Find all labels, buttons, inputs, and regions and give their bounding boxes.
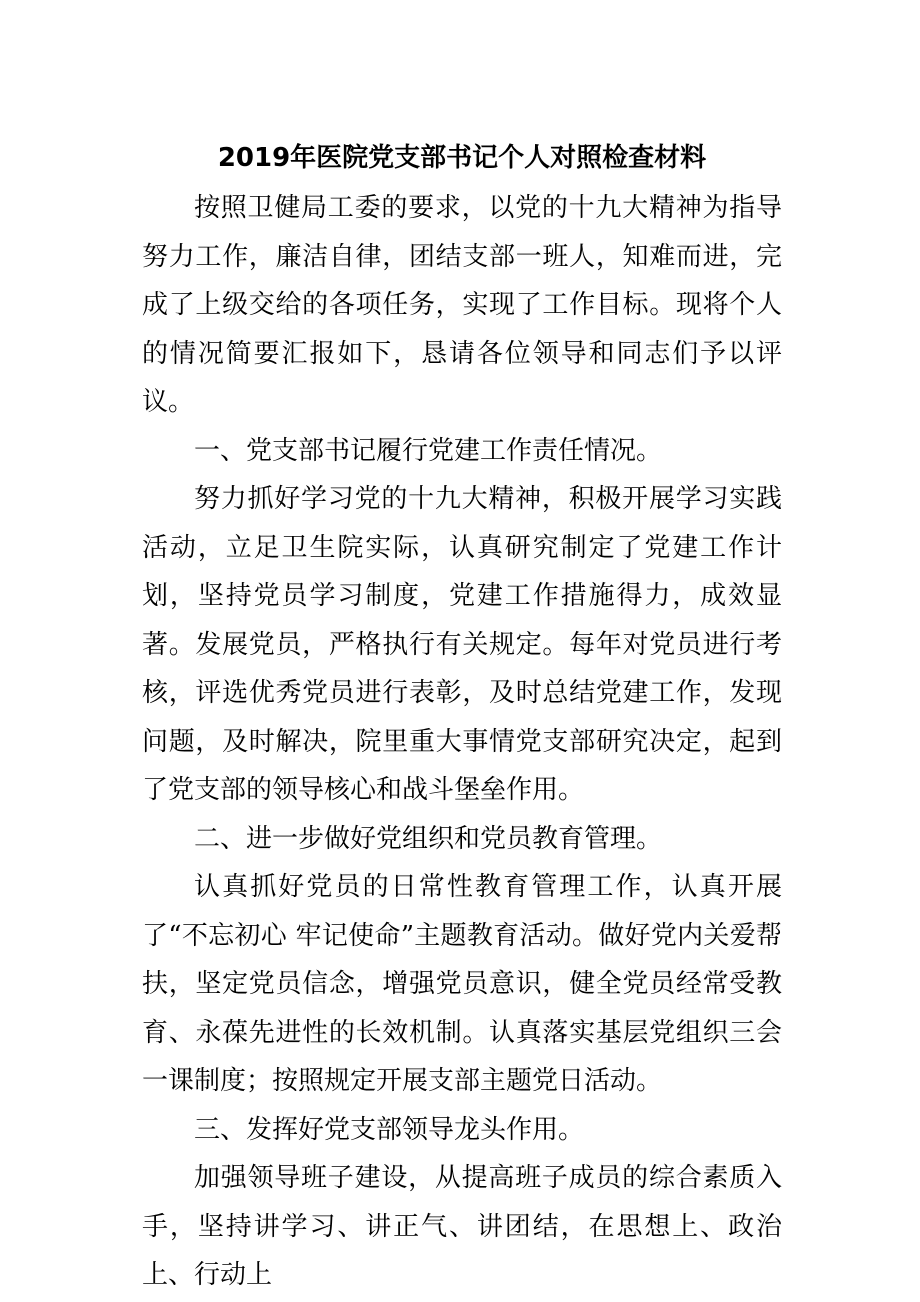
document-title: 2019年医院党支部书记个人对照检查材料 [217, 143, 707, 173]
section-3-paragraph: 加强领导班子建设，从提高班子成员的综合素质入手，坚持讲学习、讲正气、讲团结，在思想上、政治上、行动上 [142, 1163, 782, 1290]
document-body [142, 136, 782, 1300]
section-1-paragraph: 努力抓好学习党的十九大精神，积极开展学习实践活动，立足卫生院实际，认真研究制定了党建工作计划，坚持党员学习制度，党建工作措施得力，成效显著。发展党员，严格执行有关规定。每年对党员进行考核，评选优秀党员进行表彰，及时总结党建工作，发现问题，及时解决，院里重大事情党支部研究决定，起到了党支部的领导核心和战斗堡垒作用。 [142, 484, 782, 805]
section-2-paragraph: 认真抓好党员的日常性教育管理工作，认真开展了“不忘初心 牢记使命”主题教育活动。做好党内关爱帮扶，坚定党员信念，增强党员意识，健全党员经常受教育、永葆先进性的长效机制。认真落实基层党组织三会一课制度；按照规定开展支部主题党日活动。 [142, 872, 782, 1096]
section-heading-3: 三、发挥好党支部领导龙头作用。 [194, 1114, 585, 1145]
section-heading-1: 一、党支部书记履行党建工作责任情况。 [194, 435, 663, 466]
intro-paragraph: 按照卫健局工委的要求，以党的十九大精神为指导努力工作，廉洁自律，团结支部一班人，知难而进，完成了上级交给的各项任务，实现了工作目标。现将个人的情况简要汇报如下，恳请各位领导和同志们予以评议。 [142, 193, 782, 417]
section-heading-2: 二、进一步做好党组织和党员教育管理。 [194, 823, 663, 854]
